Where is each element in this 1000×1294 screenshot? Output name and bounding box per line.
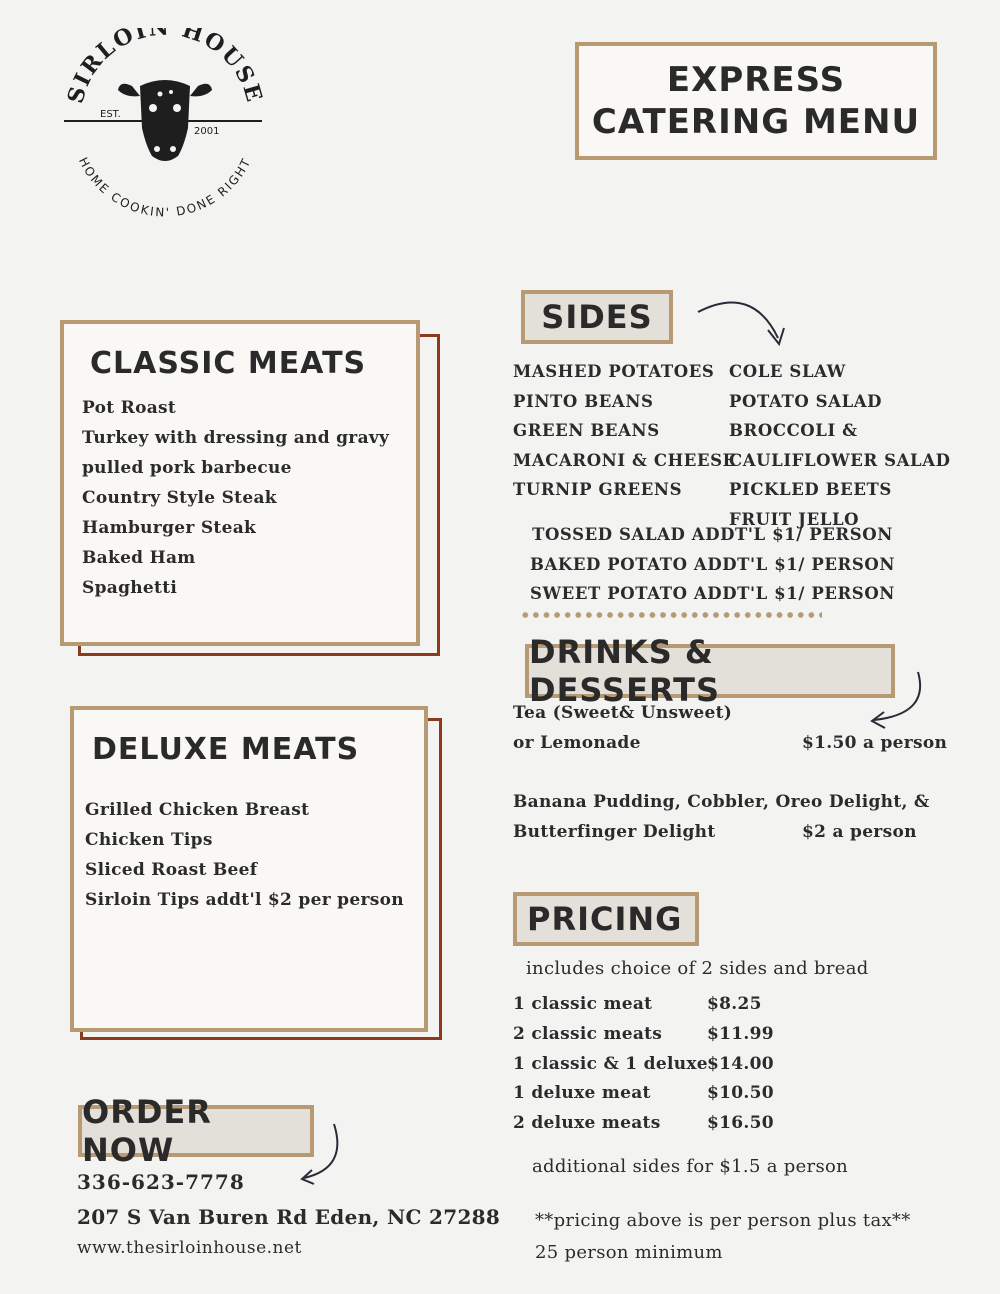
table-row	[513, 1024, 813, 1054]
list-item: Grilled Chicken Breast	[85, 800, 310, 820]
title-box	[575, 42, 937, 160]
pricing-label: 1 deluxe meat	[513, 1083, 651, 1104]
pricing-label: 1 classic & 1 deluxe	[513, 1053, 708, 1074]
list-item: pulled pork barbecue	[82, 458, 292, 478]
logo-year: 2001	[194, 126, 220, 137]
list-item: Turkey with dressing and gravy	[82, 428, 390, 448]
table-row	[513, 1054, 813, 1084]
list-item: CAULIFLOWER SALAD	[729, 450, 951, 470]
order-heading-tag	[78, 1093, 314, 1169]
pricing-heading-tag	[513, 892, 699, 946]
sides-col-1	[513, 362, 736, 510]
list-item: PINTO BEANS	[513, 391, 654, 411]
pricing-heading: PRICING	[527, 900, 683, 938]
list-item: Sliced Roast Beef	[85, 860, 258, 880]
arrow-icon	[296, 1118, 356, 1188]
pricing-price: $10.50	[707, 1083, 774, 1104]
pricing-minimum: 25 person minimum	[535, 1242, 723, 1263]
logo-name: SIRLOIN HOUSE	[62, 28, 268, 107]
list-item: FRUIT JELLO	[729, 509, 860, 529]
drinks-heading: DRINKS & DESSERTS	[529, 633, 721, 709]
drink-price: $1.50 a person	[802, 733, 948, 753]
pricing-price: $14.00	[707, 1053, 774, 1074]
table-row	[513, 1083, 813, 1113]
pricing-label: 1 classic meat	[513, 994, 653, 1014]
dessert-line-1: Banana Pudding, Cobbler, Oreo Delight, &	[513, 792, 930, 812]
list-item: BROCCOLI &	[729, 421, 858, 441]
order-phone[interactable]: 336-623-7778	[77, 1170, 245, 1194]
order-address: 207 S Van Buren Rd Eden, NC 27288	[77, 1205, 501, 1229]
pricing-table	[513, 994, 813, 1143]
svg-text:HOME COOKIN' DONE RIGHT	[76, 155, 254, 218]
pricing-price: $11.99	[707, 1023, 774, 1044]
list-item: Baked Ham	[82, 548, 196, 568]
dotted-divider	[520, 612, 822, 618]
order-website[interactable]: www.thesirloinhouse.net	[77, 1238, 302, 1258]
pricing-intro: includes choice of 2 sides and bread	[526, 958, 869, 979]
logo-graphic	[60, 28, 270, 218]
classic-heading: CLASSIC MEATS	[90, 346, 367, 381]
drinks-heading-tag	[525, 633, 895, 709]
pricing-price: $16.50	[707, 1113, 774, 1134]
table-row	[513, 994, 813, 1024]
list-item: Spaghetti	[82, 578, 178, 598]
sides-extras	[520, 525, 905, 614]
logo-tagline: HOME COOKIN' DONE RIGHT	[75, 155, 254, 218]
sides-heading-tag	[521, 290, 673, 344]
classic-list	[82, 398, 389, 608]
pricing-price: $8.25	[707, 994, 762, 1014]
list-item: Hamburger Steak	[82, 518, 257, 538]
order-heading: ORDER NOW	[82, 1093, 212, 1169]
dessert-price: $2 a person	[802, 822, 917, 842]
list-item: Pot Roast	[82, 398, 177, 418]
sides-col-2	[729, 362, 951, 530]
deluxe-heading: DELUXE MEATS	[92, 732, 360, 767]
sides-extra: TOSSED SALAD ADDT'L $1/ PERSON	[532, 525, 893, 544]
arrow-icon	[866, 668, 930, 732]
list-item: COLE SLAW	[729, 362, 846, 381]
deluxe-card	[70, 706, 428, 1032]
list-item: TURNIP GREENS	[513, 480, 683, 500]
list-item: MASHED POTATOES	[513, 362, 715, 381]
pricing-label: 2 classic meats	[513, 1023, 663, 1044]
arrow-icon	[692, 290, 792, 354]
dessert-line-2: Butterfinger Delight	[513, 822, 716, 842]
deluxe-list	[85, 800, 404, 920]
list-item: GREEN BEANS	[513, 421, 660, 441]
title-line-1: EXPRESS	[666, 60, 846, 100]
drink-line-2: or Lemonade	[513, 733, 641, 753]
list-item: MACARONI & CHEESE	[513, 450, 736, 470]
logo-est: EST.	[100, 109, 121, 120]
logo	[60, 28, 270, 218]
list-item: POTATO SALAD	[729, 391, 883, 411]
title-line-2: CATERING MENU	[591, 102, 921, 142]
pricing-additional: additional sides for $1.5 a person	[532, 1156, 849, 1177]
table-row	[513, 1113, 813, 1143]
sides-extra: SWEET POTATO ADDT'L $1/ PERSON	[530, 584, 895, 603]
sides-extra: BAKED POTATO ADDT'L $1/ PERSON	[529, 554, 896, 574]
list-item: Sirloin Tips addt'l $2 per person	[85, 890, 404, 910]
list-item: Chicken Tips	[85, 830, 213, 850]
sides-heading: SIDES	[541, 298, 653, 336]
list-item: Country Style Steak	[82, 488, 277, 508]
pricing-label: 2 deluxe meats	[513, 1113, 661, 1134]
drink-line-1: Tea (Sweet& Unsweet)	[513, 703, 733, 723]
pricing-note: **pricing above is per person plus tax**	[535, 1210, 911, 1231]
classic-card	[60, 320, 420, 646]
list-item: PICKLED BEETS	[729, 480, 892, 500]
